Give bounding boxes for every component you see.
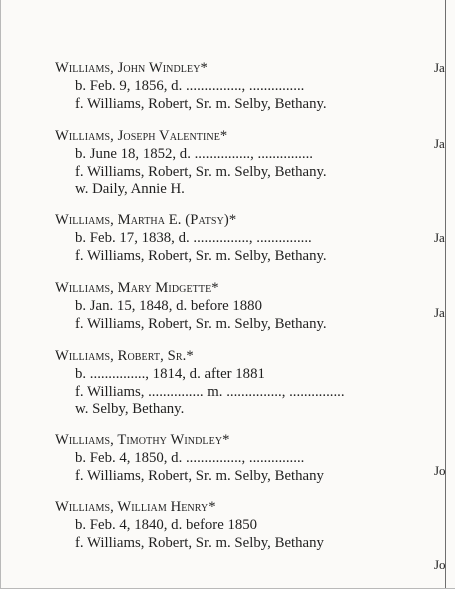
parents-line: f. Williams, Robert, Sr. m. Selby, Bethany. <box>75 247 327 264</box>
birth-line: b. Feb. 4, 1850, d. ..............., ............... <box>75 450 305 466</box>
edge-fragment: Jo <box>434 463 446 478</box>
entry-william-henry <box>55 497 440 552</box>
birth-line: b. Feb. 17, 1838, d. ..............., ............... <box>75 230 312 246</box>
entry-name: Williams, William Henry* <box>55 499 216 515</box>
entry-name: Williams, Martha E. (Patsy)* <box>55 212 237 228</box>
parents-line: f. Williams, ............... m. ..............., ............... <box>75 383 345 400</box>
column-divider <box>445 0 446 589</box>
parents-line: f. Williams, Robert, Sr. m. Selby, Bethany. <box>75 163 327 180</box>
entry-timothy-windley <box>55 430 440 485</box>
parents-line: f. Williams, Robert, Sr. m. Selby, Bethany <box>75 467 324 484</box>
edge-fragment: Ja <box>434 305 445 320</box>
entry-john-windley <box>55 58 440 113</box>
entry-name: Williams, John Windley* <box>55 60 208 76</box>
entry-mary-midgette <box>55 278 440 333</box>
entry-name: Williams, Joseph Valentine* <box>55 128 228 144</box>
spouse-line: w. Selby, Bethany. <box>75 401 185 417</box>
edge-fragment: Ja <box>434 230 445 245</box>
entry-name: Williams, Timothy Windley* <box>55 432 230 448</box>
entry-joseph-valentine <box>55 126 440 199</box>
parents-line: f. Williams, Robert, Sr. m. Selby, Bethany <box>75 534 324 551</box>
entry-robert-sr <box>55 346 440 419</box>
birth-line: b. Feb. 9, 1856, d. ..............., ............... <box>75 78 305 94</box>
entry-name: Williams, Robert, Sr.* <box>55 348 194 364</box>
spouse-line: w. Daily, Annie H. <box>75 181 185 197</box>
parents-line: f. Williams, Robert, Sr. m. Selby, Bethany. <box>75 315 327 332</box>
birth-line: b. Feb. 4, 1840, d. before 1850 <box>75 517 258 533</box>
birth-line: b. June 18, 1852, d. ..............., ............... <box>75 146 313 162</box>
birth-line: b. Jan. 15, 1848, d. before 1880 <box>75 298 262 314</box>
parents-line: f. Williams, Robert, Sr. m. Selby, Bethany. <box>75 95 327 112</box>
edge-fragment: Ja <box>434 136 445 151</box>
edge-fragment: Ja <box>434 60 445 75</box>
entry-name: Williams, Mary Midgette* <box>55 280 219 296</box>
entry-martha-e <box>55 210 440 265</box>
edge-fragment: Jo <box>434 557 446 572</box>
birth-line: b. ..............., 1814, d. after 1881 <box>75 366 265 382</box>
